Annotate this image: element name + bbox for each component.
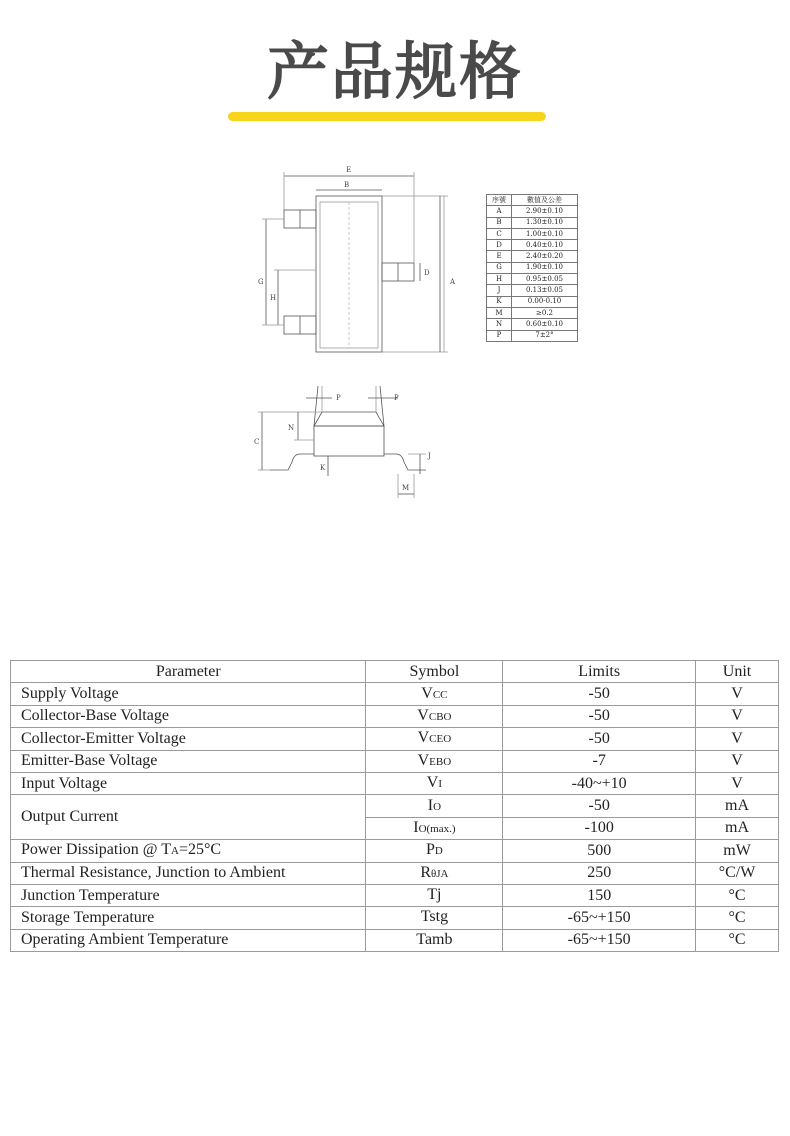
unit-cell: V <box>696 750 779 772</box>
dim-value: 0.40±0.10 <box>512 240 578 251</box>
symbol-main: V <box>417 751 430 769</box>
label-g: G <box>258 278 264 286</box>
spec-row <box>11 840 779 862</box>
label-p1: P <box>336 394 341 402</box>
symbol-cell <box>366 884 503 906</box>
dim-value: 2.40±0.20 <box>512 251 578 262</box>
spec-header-row <box>11 661 779 683</box>
limits-cell: 250 <box>503 862 696 884</box>
side-body-top <box>314 412 384 426</box>
symbol-main: R <box>420 863 431 881</box>
symbol-main: V <box>417 706 429 724</box>
dim-value: 0.60±0.10 <box>512 319 578 330</box>
label-h: H <box>270 294 277 302</box>
limits-cell: -50 <box>503 705 696 727</box>
parameter-cell: Collector-Emitter Voltage <box>11 728 366 750</box>
symbol-subscript: CC <box>432 688 448 701</box>
dim-value: 1.90±0.10 <box>512 262 578 273</box>
dim-value: ≥0.2 <box>512 307 578 318</box>
symbol-cell <box>366 795 503 817</box>
label-c: C <box>254 438 260 446</box>
symbol-subscript: CBO <box>428 710 452 723</box>
unit-cell: V <box>696 772 779 794</box>
spec-row <box>11 862 779 884</box>
parameter-cell: Input Voltage <box>11 772 366 794</box>
parameter-cell <box>11 840 366 862</box>
symbol-cell <box>366 750 503 772</box>
limits-cell: -50 <box>503 795 696 817</box>
spec-table <box>10 660 779 952</box>
label-e: E <box>346 166 352 174</box>
limits-cell: -50 <box>503 683 696 705</box>
parameter-cell: Emitter-Base Voltage <box>11 750 366 772</box>
dim-key: N <box>487 319 512 330</box>
dim-key: P <box>487 330 512 341</box>
unit-cell: mA <box>696 795 779 817</box>
symbol-cell <box>366 728 503 750</box>
dim-row <box>487 240 578 251</box>
label-b: B <box>344 181 350 189</box>
header-symbol: Symbol <box>366 661 503 683</box>
limits-cell: -65~+150 <box>503 929 696 951</box>
symbol-subscript: O(max.) <box>418 822 456 835</box>
spec-row <box>11 795 779 817</box>
parameter-cell: Supply Voltage <box>11 683 366 705</box>
side-lead-left <box>270 454 314 470</box>
header-limits: Limits <box>503 661 696 683</box>
dim-key: K <box>487 296 512 307</box>
unit-cell: mW <box>696 840 779 862</box>
unit-cell: mA <box>696 817 779 839</box>
label-m: M <box>402 484 410 492</box>
dim-key: M <box>487 307 512 318</box>
unit-cell: °C <box>696 884 779 906</box>
parameter-subscript: A <box>171 845 179 858</box>
dim-key: J <box>487 285 512 296</box>
symbol-cell <box>366 683 503 705</box>
limits-cell: -100 <box>503 817 696 839</box>
symbol-cell <box>366 772 503 794</box>
dim-row <box>487 296 578 307</box>
symbol-main: V <box>421 684 433 702</box>
symbol-main: Tamb <box>416 930 453 948</box>
limits-cell: -50 <box>503 728 696 750</box>
dim-row <box>487 206 578 217</box>
symbol-main: I <box>413 818 419 836</box>
dim-header-index: 序號 <box>487 195 512 206</box>
label-n: N <box>288 424 295 432</box>
header-unit: Unit <box>696 661 779 683</box>
dim-row <box>487 228 578 239</box>
spec-row <box>11 884 779 906</box>
symbol-main: I <box>427 796 434 814</box>
symbol-subscript: D <box>434 845 443 858</box>
spec-row <box>11 907 779 929</box>
symbol-subscript: I <box>438 778 443 791</box>
dim-value: 1.30±0.10 <box>512 217 578 228</box>
label-d: D <box>424 269 430 277</box>
dim-value: 0.95±0.05 <box>512 274 578 285</box>
dim-value: 0.13±0.05 <box>512 285 578 296</box>
parameter-cell: Operating Ambient Temperature <box>11 929 366 951</box>
symbol-subscript: O <box>433 800 442 813</box>
dim-row <box>487 262 578 273</box>
page-title: 产品规格 <box>266 35 523 108</box>
dim-key: D <box>487 240 512 251</box>
label-a: A <box>450 278 456 286</box>
unit-cell: °C <box>696 907 779 929</box>
spec-row <box>11 750 779 772</box>
dim-row <box>487 307 578 318</box>
dim-key: B <box>487 217 512 228</box>
dim-header-value: 數值及公差 <box>512 195 578 206</box>
dim-row <box>487 274 578 285</box>
label-j: J <box>428 452 431 460</box>
label-p2: P <box>394 394 399 402</box>
unit-cell: V <box>696 705 779 727</box>
dim-row <box>487 285 578 296</box>
unit-cell: V <box>696 728 779 750</box>
spec-row <box>11 728 779 750</box>
dim-key: E <box>487 251 512 262</box>
parameter-cell: Thermal Resistance, Junction to Ambient <box>11 862 366 884</box>
parameter-cell: Collector-Base Voltage <box>11 705 366 727</box>
symbol-main: V <box>426 774 439 792</box>
symbol-subscript: θJA <box>430 867 449 880</box>
parameter-pre: Power Dissipation @ T <box>21 841 171 859</box>
symbol-cell <box>366 840 503 862</box>
header-parameter: Parameter <box>11 661 366 683</box>
limits-cell: -40~+10 <box>503 772 696 794</box>
spec-row <box>11 683 779 705</box>
dim-row <box>487 217 578 228</box>
symbol-cell <box>366 817 503 839</box>
dim-row <box>487 251 578 262</box>
title-underline <box>228 112 546 121</box>
unit-cell: °C <box>696 929 779 951</box>
limits-cell: 500 <box>503 840 696 862</box>
dim-row <box>487 319 578 330</box>
dim-row <box>487 330 578 341</box>
limits-cell: -7 <box>503 750 696 772</box>
dim-value: 2.90±0.10 <box>512 206 578 217</box>
symbol-cell <box>366 907 503 929</box>
spec-row <box>11 705 779 727</box>
parameter-post: =25°C <box>178 841 222 859</box>
side-body <box>314 426 384 456</box>
symbol-main: P <box>425 841 435 859</box>
label-k: K <box>320 464 326 472</box>
dim-key: A <box>487 206 512 217</box>
parameter-cell: Output Current <box>11 795 366 840</box>
spec-row <box>11 929 779 951</box>
symbol-main: Tj <box>427 886 442 904</box>
limits-cell: -65~+150 <box>503 907 696 929</box>
spec-row <box>11 772 779 794</box>
dim-key: C <box>487 228 512 239</box>
symbol-subscript: EBO <box>429 755 452 768</box>
dim-key: H <box>487 274 512 285</box>
dim-value: 7±2° <box>512 330 578 341</box>
symbol-main: Tstg <box>420 908 449 926</box>
dimension-table <box>486 194 578 342</box>
dim-value: 1.00±0.10 <box>512 228 578 239</box>
unit-cell: °C/W <box>696 862 779 884</box>
symbol-main: V <box>417 729 430 747</box>
symbol-cell <box>366 862 503 884</box>
unit-cell: V <box>696 683 779 705</box>
parameter-cell: Storage Temperature <box>11 907 366 929</box>
symbol-cell <box>366 929 503 951</box>
limits-cell: 150 <box>503 884 696 906</box>
parameter-cell: Junction Temperature <box>11 884 366 906</box>
dim-key: G <box>487 262 512 273</box>
dim-value: 0.00-0.10 <box>512 296 578 307</box>
symbol-subscript: CEO <box>429 733 452 746</box>
symbol-cell <box>366 705 503 727</box>
package-outline-drawing <box>248 158 456 503</box>
